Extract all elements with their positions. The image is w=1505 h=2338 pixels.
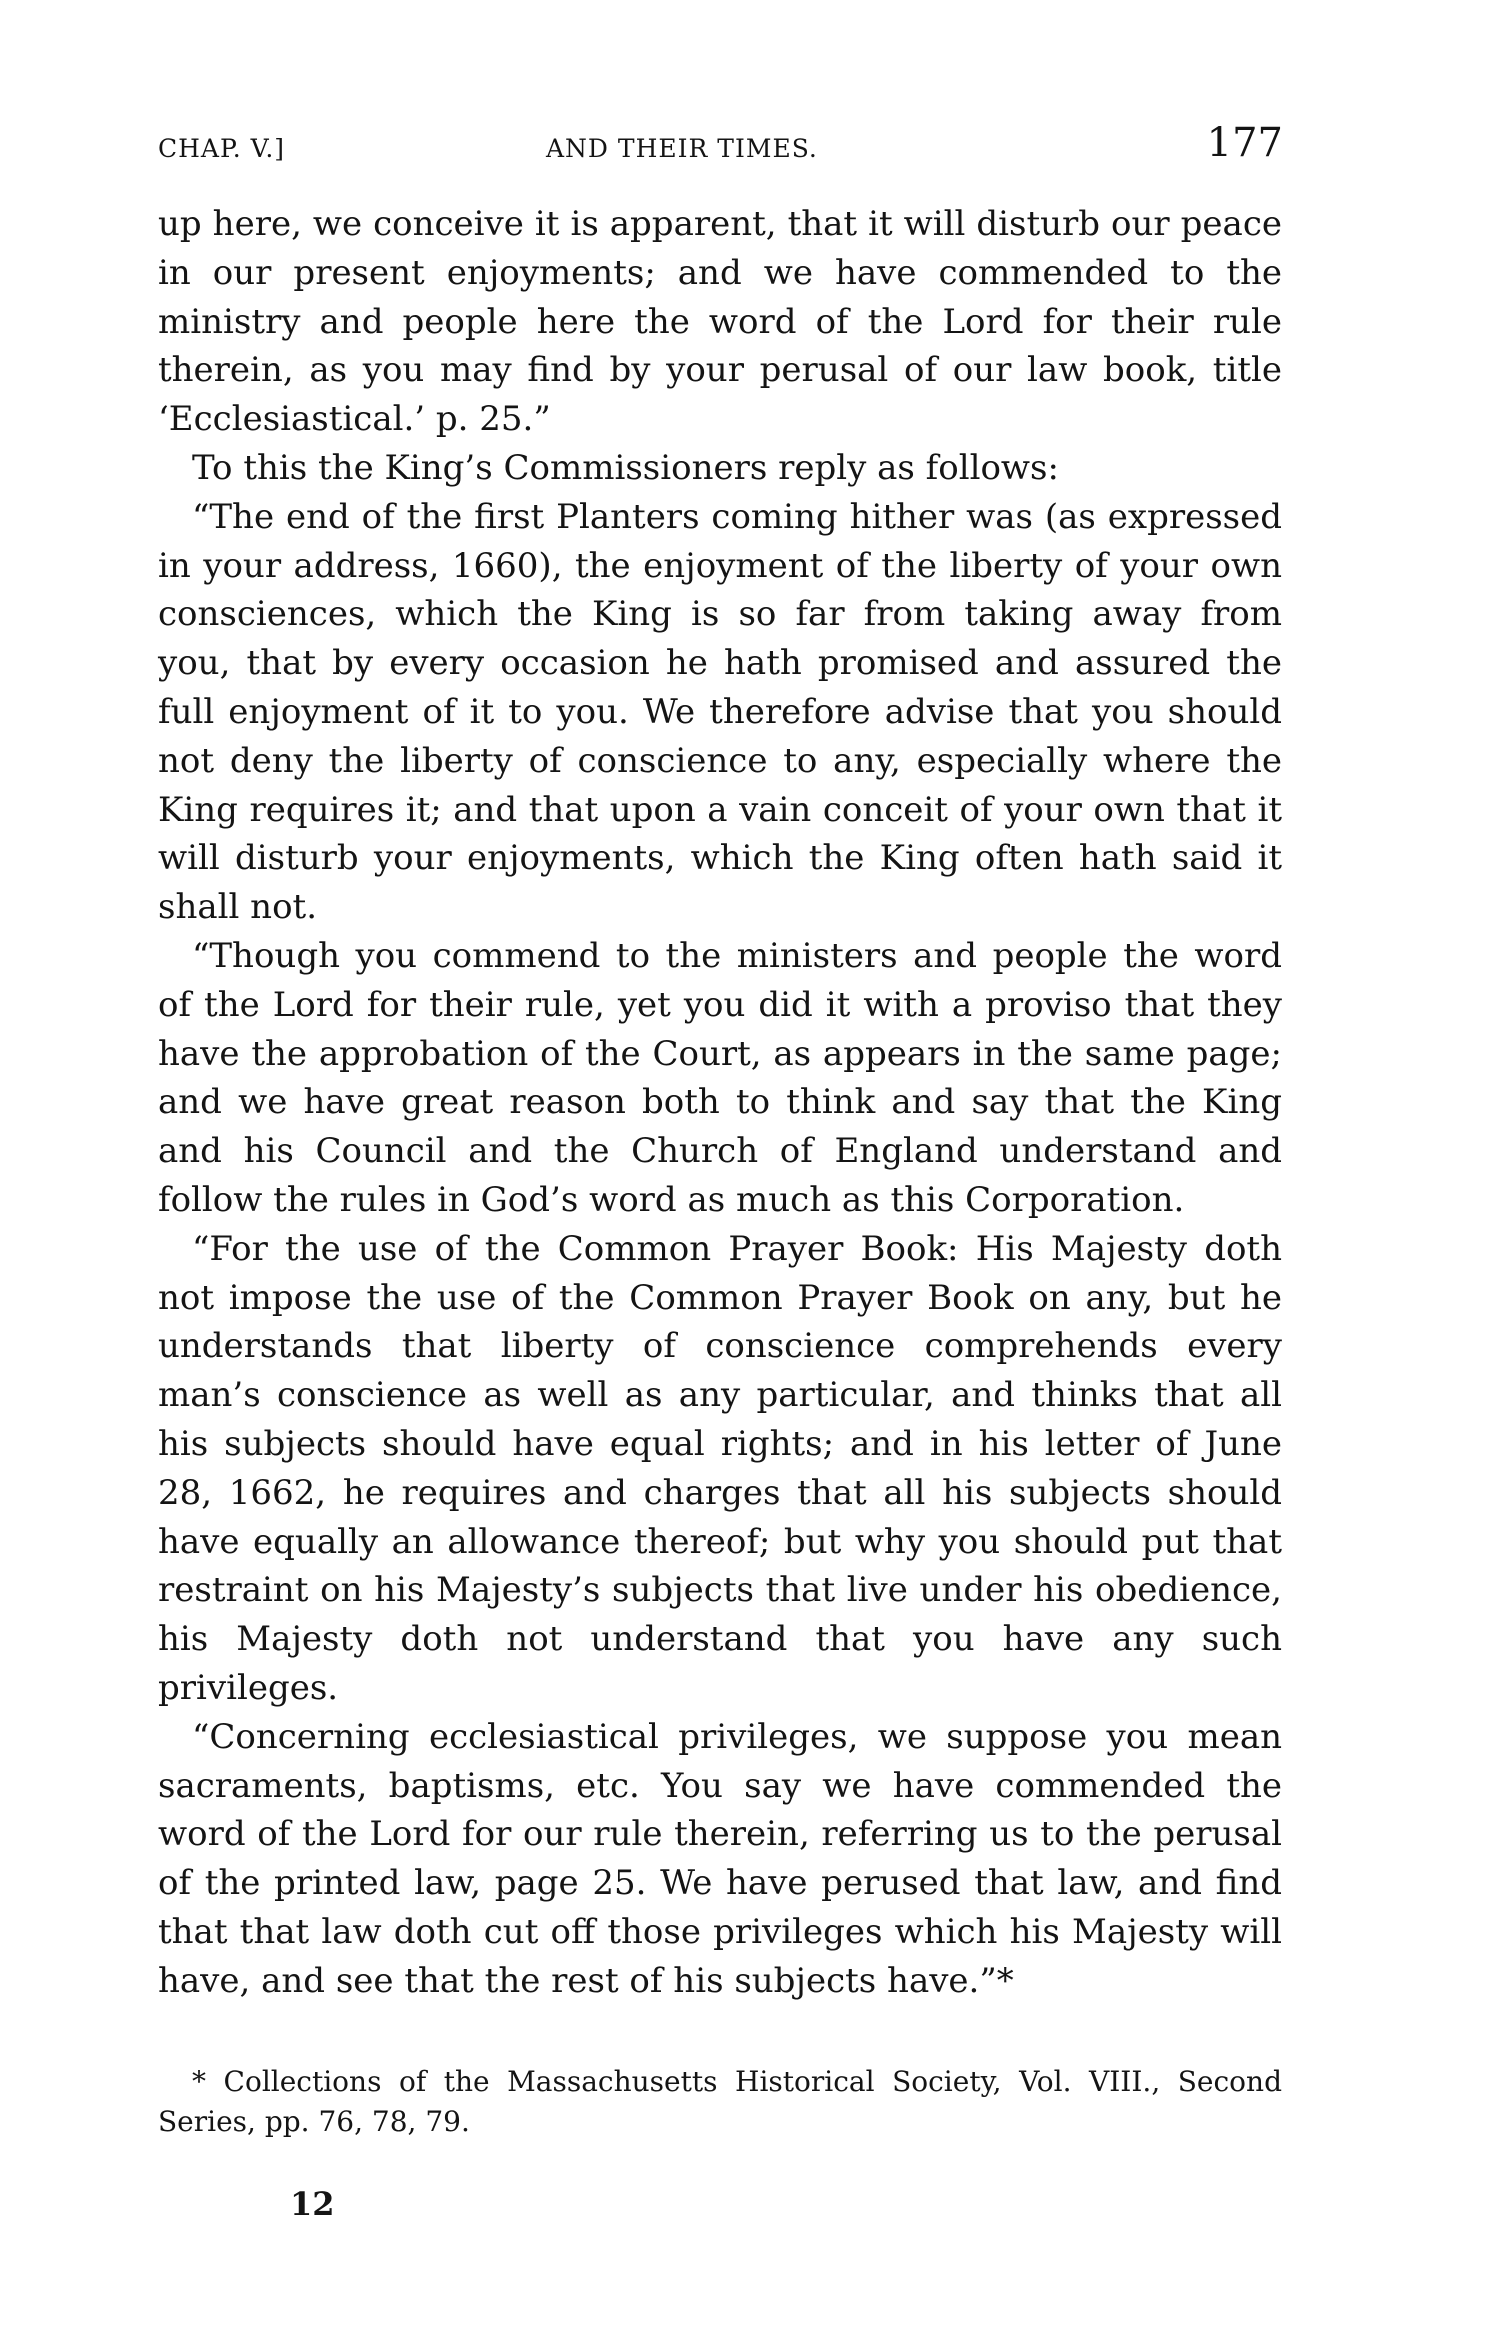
footnote — [158, 2062, 1282, 2142]
running-header — [158, 120, 1283, 180]
signature-mark: 12 — [290, 2185, 335, 2223]
chapter-label: CHAP. V.] — [158, 134, 286, 163]
running-title: AND THEIR TIMES. — [546, 134, 818, 163]
paragraph: “Though you commend to the ministers and people the word of the Lord for their rule, yet you did it with a proviso that they have the approbation of the Court, as appears in the same page; and we have great reason both to think and say that the King and his Council and the Church of England understand and follow the rules in God’s word as much as this Corporation. — [158, 935, 1282, 1220]
paragraph: To this the King’s Commissioners reply as follows: — [192, 447, 1059, 488]
paragraph: “The end of the first Planters coming hither was (as expressed in your address, 1660), the enjoyment of the liberty of your own consciences, which the King is so far from taking away from you, that by every occasion he hath promised and assured the full enjoyment of it to you. We therefore advise that you should not deny the liberty of conscience to any, especially where the King requires it; and that upon a vain conceit of your own that it will disturb your enjoyments, which the King often hath said it shall not. — [158, 496, 1282, 928]
page-number: 177 — [1206, 120, 1283, 166]
paragraph: “For the use of the Common Prayer Book: His Majesty doth not impose the use of the Common Prayer Book on any, but he understands that liberty of conscience comprehends every man’s conscience as well as any particular, and thinks that all his subjects should have equal rights; and in his letter of June 28, 1662, he requires and charges that all his subjects should have equally an allowance thereof; but why you should put that restraint on his Majesty’s subjects that live under his obedience, his Majesty doth not understand that you have any such privileges. — [158, 1228, 1282, 1708]
body-text — [158, 200, 1282, 2005]
paragraph: “Concerning ecclesiastical privileges, we suppose you mean sacraments, baptisms, etc. You say we have commended the word of the Lord for our rule therein, referring us to the perusal of the printed law, page 25. We have perused that law, and find that that law doth cut off those privileges which his Majesty will have, and see that the rest of his subjects have.”* — [158, 1716, 1282, 2001]
paragraph: up here, we conceive it is apparent, that it will disturb our peace in our present enjoyments; and we have commended to the ministry and people here the word of the Lord for their rule therein, as you may find by your perusal of our law book, title ‘Ecclesiastical.’ p. 25.” — [158, 204, 1282, 440]
footnote-text: * Collections of the Massachusetts Historical Society, Vol. VIII., Second Series, pp. 76, 78, 79. — [158, 2065, 1282, 2138]
